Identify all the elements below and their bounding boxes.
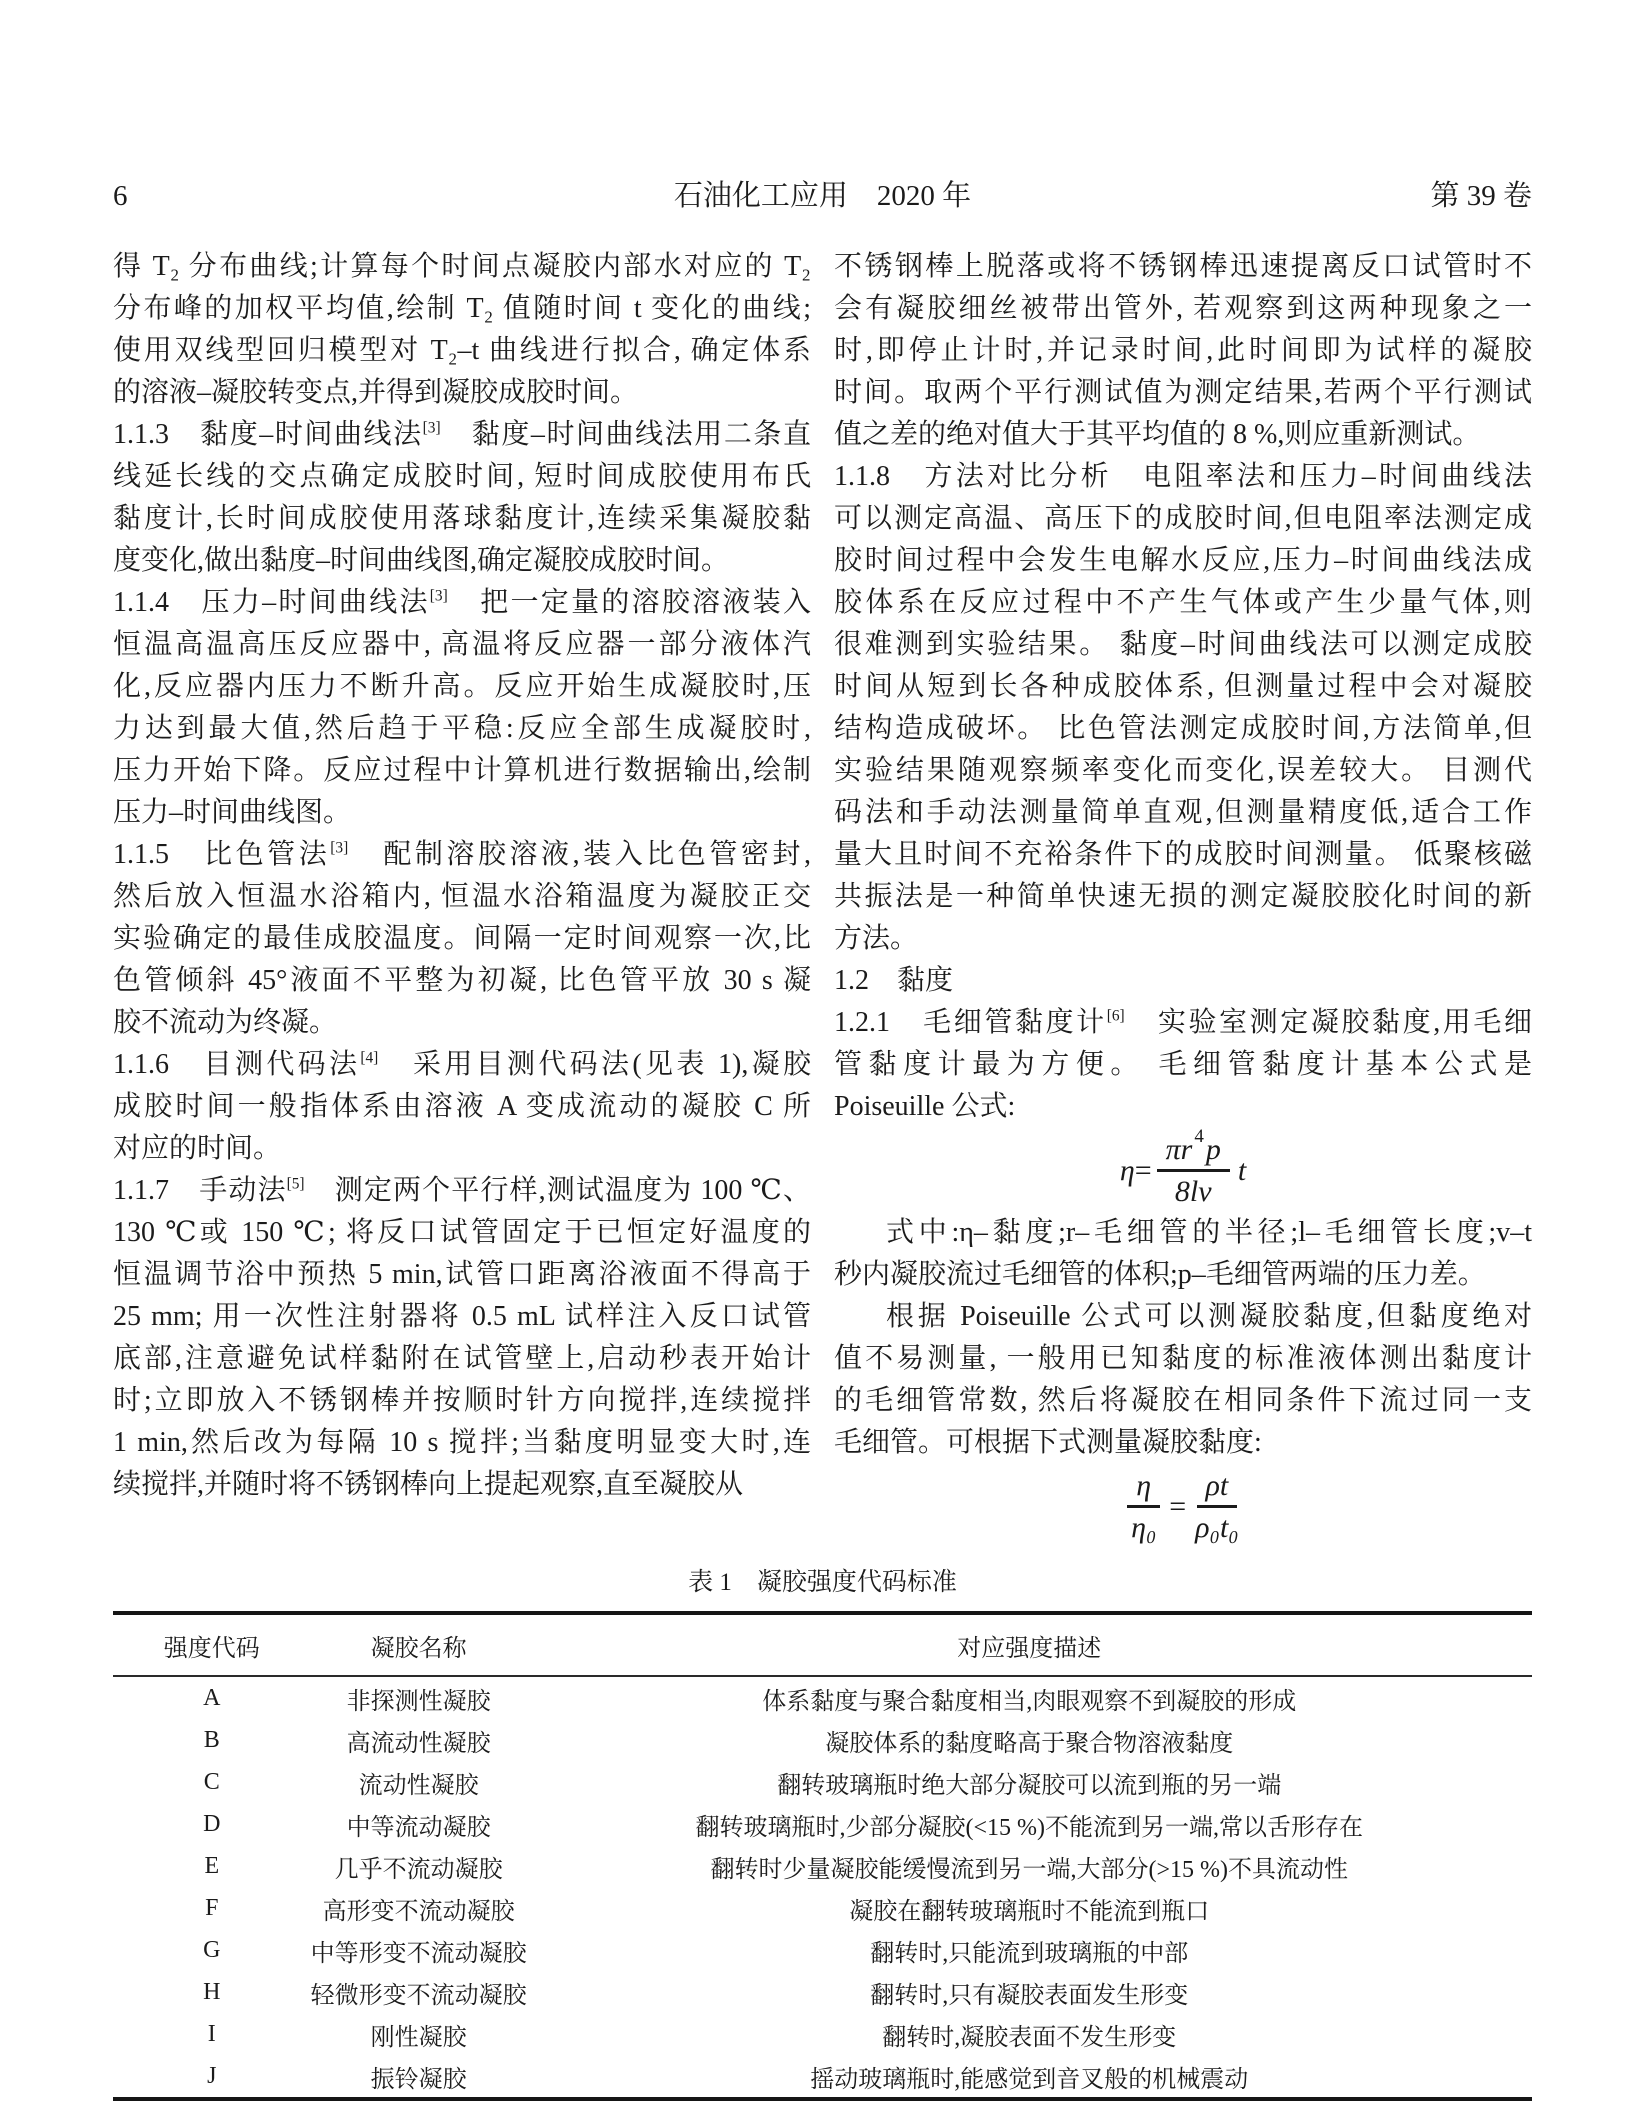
table-cell: H: [203, 1978, 221, 2005]
text-line: 恒温高温高压反应器中, 高温将反应器一部分液体汽: [113, 629, 811, 660]
table-row: [113, 1761, 1532, 1803]
table-cell: 翻转时,凝胶表面不发生形变: [882, 2024, 1177, 2051]
fraction-denominator: [1195, 1508, 1239, 1544]
text-line: 实验确定的最佳成胶温度。间隔一定时间观察一次,比: [113, 923, 811, 954]
table-cell: D: [203, 1810, 221, 1837]
text-line: 秒内凝胶流过毛细管的体积;p–毛细管两端的压力差。: [834, 1259, 1486, 1290]
text-line: 续搅拌,并随时将不锈钢棒向上提起观察,直至凝胶从: [113, 1469, 744, 1500]
table-cell: 非探测性凝胶: [346, 1688, 491, 1715]
right-column-part2: [834, 1212, 1532, 1464]
table-row: [113, 1887, 1532, 1929]
table-cell: F: [205, 1894, 219, 1921]
formula1-pir: πr: [1165, 1132, 1193, 1166]
table-row: [113, 2013, 1532, 2055]
text-line: 使用双线型回归模型对 T₂–t 曲线进行拟合, 确定体系: [113, 335, 811, 366]
text-line: 压力–时间曲线图。: [113, 797, 352, 828]
text-line: Poiseuille 公式:: [834, 1091, 1016, 1122]
text-line: 分布峰的加权平均值,绘制 T₂ 值随时间 t 变化的曲线;: [113, 293, 811, 324]
text-line: 1.1.8 方法对比分析 电阻率法和压力–时间曲线法: [834, 461, 1532, 492]
text-line: 1.1.7 手动法[5] 测定两个平行样,测试温度为 100 ℃、: [113, 1175, 811, 1206]
formula1-exponent: 4: [1194, 1125, 1204, 1147]
text-line: 值之差的绝对值大于其平均值的 8 %,则应重新测试。: [834, 419, 1481, 450]
fraction-denominator: [1175, 1172, 1212, 1208]
fraction-numerator: [1157, 1125, 1230, 1172]
text-line: 时;立即放入不锈钢棒并按顺时针方向搅拌,连续搅拌: [113, 1385, 811, 1416]
article-body: [113, 246, 1532, 1548]
text-line: 时间从短到长各种成胶体系, 但测量过程中会对凝胶: [834, 671, 1532, 702]
text-line: 不锈钢棒上脱落或将不锈钢棒迅速提离反口试管时不: [834, 251, 1532, 282]
formula1-p: p: [1205, 1132, 1221, 1166]
text-line: 会有凝胶细丝被带出管外, 若观察到这两种现象之一: [834, 293, 1532, 324]
text-line: 度变化,做出黏度–时间曲线图,确定凝胶成胶时间。: [113, 545, 730, 576]
table-row: [113, 1971, 1532, 2013]
formula2-left-fraction: [1127, 1469, 1160, 1544]
table-row: [113, 1929, 1532, 1971]
table-row: [113, 1719, 1532, 1761]
table-cell: I: [207, 2020, 216, 2047]
table-cell: 几乎不流动凝胶: [334, 1856, 503, 1883]
formula2-rhot: ρt: [1205, 1468, 1229, 1502]
text-line: 结构造成破坏。 比色管法测定成胶时间,方法简单,但: [834, 713, 1532, 744]
fraction-numerator: [1197, 1469, 1238, 1508]
table-cell: 流动性凝胶: [358, 1772, 479, 1799]
text-line: 1.1.4 压力–时间曲线法[3] 把一定量的溶胶溶液装入: [113, 587, 811, 618]
journal-title: 石油化工应用 2020 年: [673, 180, 972, 212]
table-row: [113, 1845, 1532, 1887]
text-line: 成胶时间一般指体系由溶液 A 变成流动的凝胶 C 所: [113, 1091, 811, 1122]
text-line: 黏度计,长时间成胶使用落球黏度计,连续采集凝胶黏: [113, 503, 811, 534]
text-line: 得 T₂ 分布曲线;计算每个时间点凝胶内部水对应的 T₂: [113, 251, 811, 282]
text-line: 1.1.3 黏度–时间曲线法[3] 黏度–时间曲线法用二条直: [113, 419, 811, 450]
page-header: [113, 178, 1532, 214]
table-cell: B: [203, 1726, 220, 1753]
text-line: 胶时间过程中会发生电解水反应,压力–时间曲线法成: [834, 545, 1532, 576]
table-cell: 轻微形变不流动凝胶: [310, 1982, 527, 2009]
text-line: 的溶液–凝胶转变点,并得到凝胶成胶时间。: [113, 377, 639, 408]
text-line: 线延长线的交点确定成胶时间, 短时间成胶使用布氏: [113, 461, 811, 492]
fraction-numerator: [1127, 1469, 1160, 1508]
column-header-description: 对应强度描述: [527, 1613, 1532, 1676]
text-line: 方法。: [834, 923, 919, 954]
table-row: [113, 2055, 1532, 2099]
formula-relative-viscosity: [834, 1464, 1532, 1548]
text-line: 可以测定高温、高压下的成胶时间,但电阻率法测定成: [834, 503, 1532, 534]
gel-strength-table: [113, 1611, 1532, 2101]
table-cell: 翻转时,只能流到玻璃瓶的中部: [870, 1940, 1189, 1967]
text-line: 胶体系在反应过程中不产生气体或产生少量气体,则: [834, 587, 1532, 618]
formula2-eta0: η₀: [1131, 1510, 1157, 1544]
formula1-8lv: 8lv: [1174, 1174, 1212, 1208]
formula1-equals: =: [1134, 1153, 1152, 1187]
formula2-equals: =: [1169, 1489, 1187, 1523]
text-line: 1 min,然后改为每隔 10 s 搅拌;当黏度明显变大时,连: [113, 1427, 811, 1458]
table-cell: 中等形变不流动凝胶: [310, 1940, 527, 1967]
table-cell: 振铃凝胶: [370, 2066, 467, 2093]
text-line: 压力开始下降。反应过程中计算机进行数据输出,绘制: [113, 755, 811, 786]
text-line: 力达到最大值,然后趋于平稳:反应全部生成凝胶时,: [113, 713, 811, 744]
table-cell: 翻转玻璃瓶时绝大部分凝胶可以流到瓶的另一端: [777, 1772, 1282, 1799]
table-cell: 高流动性凝胶: [346, 1730, 491, 1757]
text-line: 很难测到实验结果。 黏度–时间曲线法可以测定成胶: [834, 629, 1532, 660]
text-line: 码法和手动法测量简单直观,但测量精度低,适合工作: [834, 797, 1532, 828]
text-line: 然后放入恒温水浴箱内, 恒温水浴箱温度为凝胶正交: [113, 881, 811, 912]
text-line: 管黏度计最为方便。 毛细管黏度计基本公式是: [834, 1049, 1532, 1080]
text-line: 量大且时间不充裕条件下的成胶时间测量。 低聚核磁: [834, 839, 1532, 870]
text-line: 的毛细管常数, 然后将凝胶在相同条件下流过同一支: [834, 1385, 1532, 1416]
text-line: 毛细管。可根据下式测量凝胶黏度:: [834, 1427, 1262, 1458]
table-title: 表 1 凝胶强度代码标准: [688, 1569, 957, 1596]
column-header-code: 强度代码: [113, 1613, 311, 1676]
text-line: 25 mm; 用一次性注射器将 0.5 mL 试样注入反口试管: [113, 1301, 811, 1332]
text-line: 实验结果随观察频率变化而变化,误差较大。 目测代: [834, 755, 1532, 786]
table-row: [113, 1803, 1532, 1845]
table-cell: 翻转时少量凝胶能缓慢流到另一端,大部分(>15 %)不具流动性: [710, 1856, 1349, 1883]
table-cell: 中等流动凝胶: [346, 1814, 491, 1841]
table-cell: 高形变不流动凝胶: [322, 1898, 515, 1925]
table-cell: E: [204, 1852, 220, 1879]
formula2-rho0t0: ρ₀t₀: [1195, 1510, 1239, 1544]
right-column-part1: [834, 246, 1532, 1128]
table-cell: A: [203, 1684, 221, 1711]
formula-poiseuille: [834, 1125, 1532, 1212]
text-line: 根据 Poiseuille 公式可以测凝胶黏度,但黏度绝对: [886, 1301, 1532, 1332]
text-line: 胶不流动为终凝。: [113, 1007, 338, 1038]
table-cell: 刚性凝胶: [370, 2024, 467, 2051]
table-cell: 凝胶在翻转玻璃瓶时不能流到瓶口: [849, 1898, 1210, 1925]
text-line: 130 ℃或 150 ℃; 将反口试管固定于已恒定好温度的: [113, 1217, 811, 1248]
text-line: 值不易测量, 一般用已知黏度的标准液体测出黏度计: [834, 1343, 1532, 1374]
table-cell: 凝胶体系的黏度略高于聚合物溶液黏度: [825, 1730, 1234, 1757]
text-line: 时,即停止计时,并记录时间,此时间即为试样的凝胶: [834, 335, 1532, 366]
formula2-right-fraction: [1195, 1469, 1239, 1544]
fraction-denominator: [1131, 1508, 1156, 1544]
text-line: 1.2.1 毛细管黏度计[6] 实验室测定凝胶黏度,用毛细: [834, 1007, 1532, 1038]
table-body: [113, 1676, 1532, 2099]
text-line: 底部,注意避免试样黏附在试管壁上,启动秒表开始计: [113, 1343, 811, 1374]
text-line: 时间。取两个平行测试值为测定结果,若两个平行测试: [834, 377, 1532, 408]
text-line: 共振法是一种简单快速无损的测定凝胶胶化时间的新: [834, 881, 1532, 912]
table-cell: 翻转玻璃瓶时,少部分凝胶(<15 %)不能流到另一端,常以舌形存在: [695, 1814, 1364, 1841]
text-line: 1.1.5 比色管法[3] 配制溶胶溶液,装入比色管密封,: [113, 839, 811, 870]
text-line: 色管倾斜 45°液面不平整为初凝, 比色管平放 30 s 凝: [113, 965, 811, 996]
table-cell: J: [207, 2062, 217, 2089]
left-column: [113, 246, 811, 1548]
text-line: 对应的时间。: [113, 1133, 282, 1164]
table-header-row: [113, 1613, 1532, 1676]
text-line: 化,反应器内压力不断升高。反应开始生成凝胶时,压: [113, 671, 811, 702]
text-line: 1.1.6 目测代码法[4] 采用目测代码法(见表 1),凝胶: [113, 1049, 811, 1080]
table-cell: 翻转时,只有凝胶表面发生形变: [870, 1982, 1189, 2009]
table-row: [113, 1676, 1532, 1719]
text-line: 恒温调节浴中预热 5 min,试管口距离浴液面不得高于: [113, 1259, 811, 1290]
table-cell: 体系黏度与聚合黏度相当,肉眼观察不到凝胶的形成: [762, 1688, 1297, 1715]
formula1-eta: η: [1119, 1153, 1135, 1187]
table-cell: C: [203, 1768, 220, 1795]
formula1-t: t: [1237, 1153, 1247, 1187]
text-line: 式中:η–黏度;r–毛细管的半径;l–毛细管长度;v–t: [886, 1217, 1532, 1248]
volume-label: 第 39 卷: [1430, 180, 1532, 212]
page-number: 6: [113, 180, 128, 212]
formula2-eta: η: [1136, 1468, 1152, 1502]
right-column: [834, 246, 1532, 1548]
table-cell: 摇动玻璃瓶时,能感觉到音叉般的机械震动: [810, 2066, 1249, 2093]
table-section: [113, 1562, 1532, 2101]
text-line: 1.2 黏度: [834, 965, 954, 996]
table-cell: G: [203, 1936, 221, 1963]
column-header-name: 凝胶名称: [311, 1613, 527, 1676]
formula1-fraction: [1157, 1125, 1230, 1208]
